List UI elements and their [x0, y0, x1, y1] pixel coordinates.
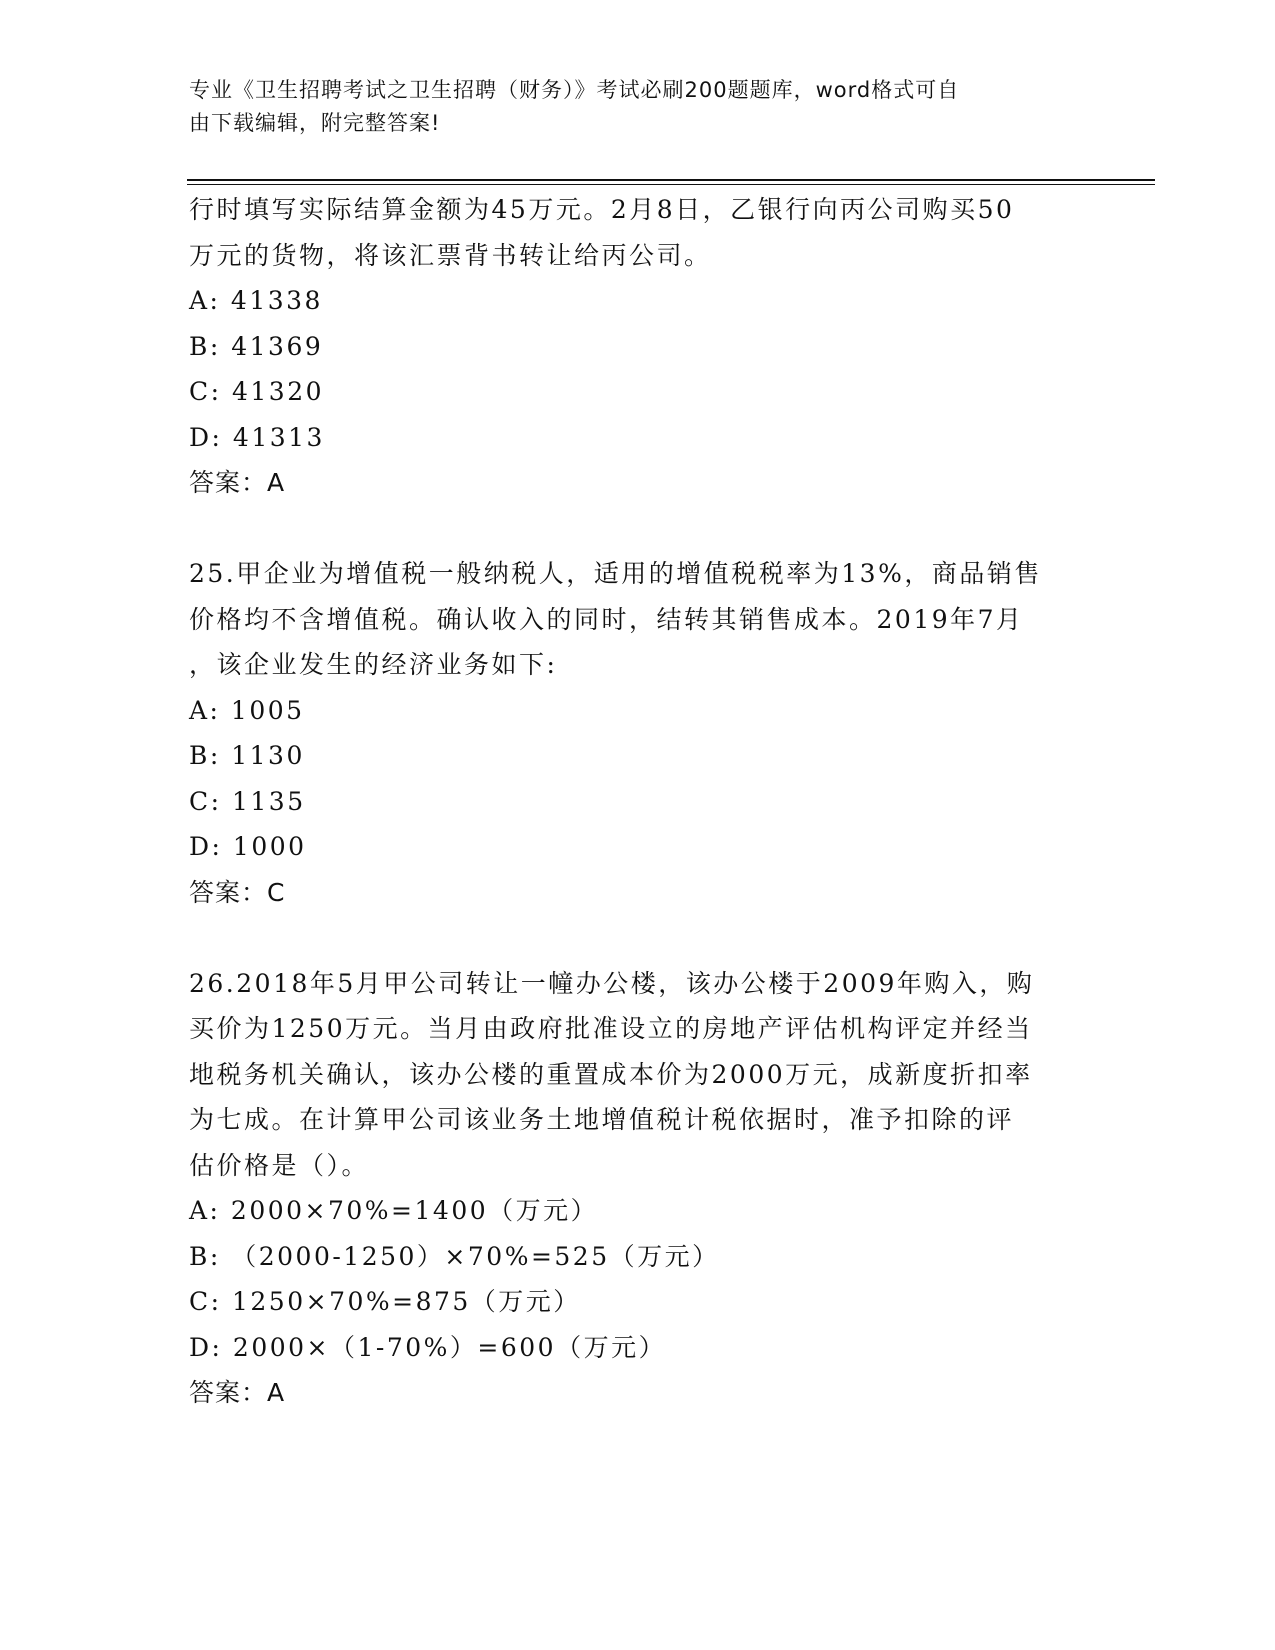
- option-d: D: 41313: [189, 422, 325, 452]
- question-stem-line: 行时填写实际结算金额为45万元。2月8日，乙银行向丙公司购买50: [189, 195, 1015, 224]
- answer-line: 答案：A: [189, 468, 286, 497]
- question-stem-line: 26.2018年5月甲公司转让一幢办公楼，该办公楼于2009年购入，购: [189, 968, 1035, 998]
- header-divider-thin: [187, 184, 1155, 185]
- question-stem-line: 为七成。在计算甲公司该业务土地增值税计税依据时，准予扣除的评: [189, 1105, 1015, 1134]
- option-c: C: 41320: [189, 377, 325, 406]
- question-stem-line: 万元的货物，将该汇票背书转让给丙公司。: [189, 240, 712, 270]
- question-spacer: [189, 915, 1089, 961]
- option-d: D: 1000: [189, 832, 307, 861]
- question-stem-line: 地税务机关确认，该办公楼的重置成本价为2000万元，成新度折扣率: [189, 1059, 1033, 1089]
- option-c: C: 1250×70%=875（万元）: [189, 1287, 581, 1316]
- document-header: [189, 74, 1069, 140]
- document-body: [189, 187, 1089, 1416]
- question-26: [189, 961, 1089, 1416]
- question-stem-line: ，该企业发生的经济业务如下:: [189, 650, 558, 679]
- question-stem-line: 价格均不含增值税。确认收入的同时，结转其销售成本。2019年7月: [189, 604, 1024, 634]
- option-d: D: 2000×（1-70%）=600（万元）: [189, 1332, 667, 1362]
- question-stem-line: 25.甲企业为增值税一般纳税人，适用的增值税税率为13%，商品销售: [189, 559, 1042, 588]
- option-b: B: 41369: [189, 331, 324, 361]
- option-b: B: （2000-1250）×70%=525（万元）: [189, 1241, 720, 1271]
- question-25: [189, 551, 1089, 915]
- answer-line: 答案：C: [189, 877, 286, 907]
- question-stem-line: 估价格是（）。: [189, 1150, 370, 1180]
- question-stem-line: 买价为1250万元。当月由政府批准设立的房地产评估机构评定并经当: [189, 1014, 1033, 1043]
- answer-line: 答案：A: [189, 1378, 286, 1407]
- option-b: B: 1130: [189, 741, 305, 770]
- option-a: A: 2000×70%=1400（万元）: [189, 1196, 599, 1225]
- header-line-2: 由下载编辑，附完整答案!: [189, 111, 441, 135]
- question-24: [189, 187, 1089, 506]
- question-spacer: [189, 506, 1089, 552]
- header-line-1: 专业《卫生招聘考试之卫生招聘（财务）》考试必刷200题题库，word格式可自: [189, 78, 960, 102]
- option-c: C: 1135: [189, 786, 306, 816]
- option-a: A: 1005: [189, 695, 305, 725]
- option-a: A: 41338: [189, 286, 323, 315]
- header-divider-thick: [187, 179, 1155, 181]
